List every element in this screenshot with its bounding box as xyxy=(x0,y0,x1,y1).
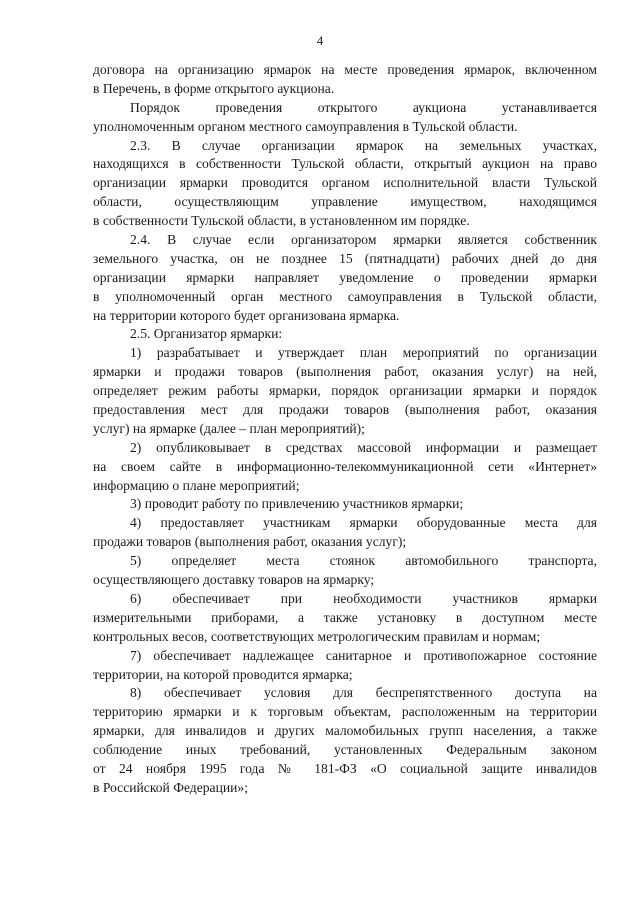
document-body xyxy=(93,61,597,798)
text-line: на своем сайте в информационно-телекоммуникационной сети «Интернет» xyxy=(93,458,597,474)
text-line: информацию о плане мероприятий; xyxy=(93,477,300,493)
text-line: на территории которого будет организована ярмарка. xyxy=(93,307,400,323)
text-line: 8) обеспечивает условия для беспрепятственного доступа на xyxy=(130,685,597,701)
text-line: в уполномоченный орган местного самоуправления в Тульской области, xyxy=(93,288,597,304)
text-line: соблюдение иных требований, установленных Федеральным законом xyxy=(93,742,597,758)
text-line: определяет режим работы ярмарки, порядок организации ярмарки и порядок xyxy=(93,383,597,399)
text-line: договора на организацию ярмарок на месте проведения ярмарок, включенном xyxy=(93,62,597,77)
text-line: организации ярмарки направляет уведомление о проведении ярмарки xyxy=(93,269,597,285)
text-line: уполномоченным органом местного самоуправления в Тульской области. xyxy=(93,118,518,134)
page-number: 4 xyxy=(316,33,324,48)
text-line: 2) опубликовывает в средствах массовой информации и размещает xyxy=(130,439,597,455)
text-line: 2.5. Организатор ярмарки: xyxy=(130,326,283,342)
text-line: области, осуществляющим управление имуществом, находящимся xyxy=(93,194,597,210)
text-line: ярмарки, для инвалидов и других маломобильных групп населения, а также xyxy=(93,723,597,739)
text-line: ярмарки и продажи товаров (выполнения работ, оказания услуг) на ней, xyxy=(93,364,597,380)
text-line: 2.4. В случае если организатором ярмарки является собственник xyxy=(130,232,597,248)
text-line: территории, на которой проводится ярмарка; xyxy=(93,666,353,682)
text-line: земельного участка, он не позднее 15 (пятнадцати) рабочих дней до дня xyxy=(93,250,597,266)
text-line: в Российской Федерации»; xyxy=(93,779,248,795)
text-line: 3) проводит работу по привлечению участников ярмарки; xyxy=(130,496,464,512)
text-line: измерительными приборами, а также установку в доступном месте xyxy=(93,609,597,625)
text-line: от 24 ноября 1995 года № 181-ФЗ «О социальной защите инвалидов xyxy=(93,760,597,776)
text-line: 1) разрабатывает и утверждает план мероприятий по организации xyxy=(130,345,597,361)
text-line: услуг) на ярмарке (далее – план мероприятий); xyxy=(93,420,365,436)
text-line: предоставления мест для продажи товаров (выполнения работ, оказания xyxy=(93,402,597,418)
text-line: организации ярмарки проводится органом исполнительной власти Тульской xyxy=(93,175,597,191)
text-line: контрольных весов, соответствующих метрологическим правилам и нормам; xyxy=(93,628,541,644)
text-line: в собственности Тульской области, в установленном им порядке. xyxy=(93,213,470,229)
text-line: 4) предоставляет участникам ярмарки оборудованные места для xyxy=(130,515,597,531)
text-line: 5) определяет места стоянок автомобильного транспорта, xyxy=(130,553,597,569)
text-line: 7) обеспечивает надлежащее санитарное и противопожарное состояние xyxy=(130,647,597,663)
text-line: 2.3. В случае организации ярмарок на земельных участках, xyxy=(130,137,597,153)
text-line: осуществляющего доставку товаров на ярмарку; xyxy=(93,572,375,588)
text-line: территорию ярмарки и к торговым объектам, расположенным на территории xyxy=(93,704,597,720)
text-line: 6) обеспечивает при необходимости участников ярмарки xyxy=(130,590,597,606)
text-line: в Перечень, в форме открытого аукциона. xyxy=(93,80,335,96)
text-line: Порядок проведения открытого аукциона устанавливается xyxy=(130,99,597,115)
text-line: продажи товаров (выполнения работ, оказания услуг); xyxy=(93,534,407,550)
text-line: находящихся в собственности Тульской области, открытый аукцион на право xyxy=(93,156,597,172)
